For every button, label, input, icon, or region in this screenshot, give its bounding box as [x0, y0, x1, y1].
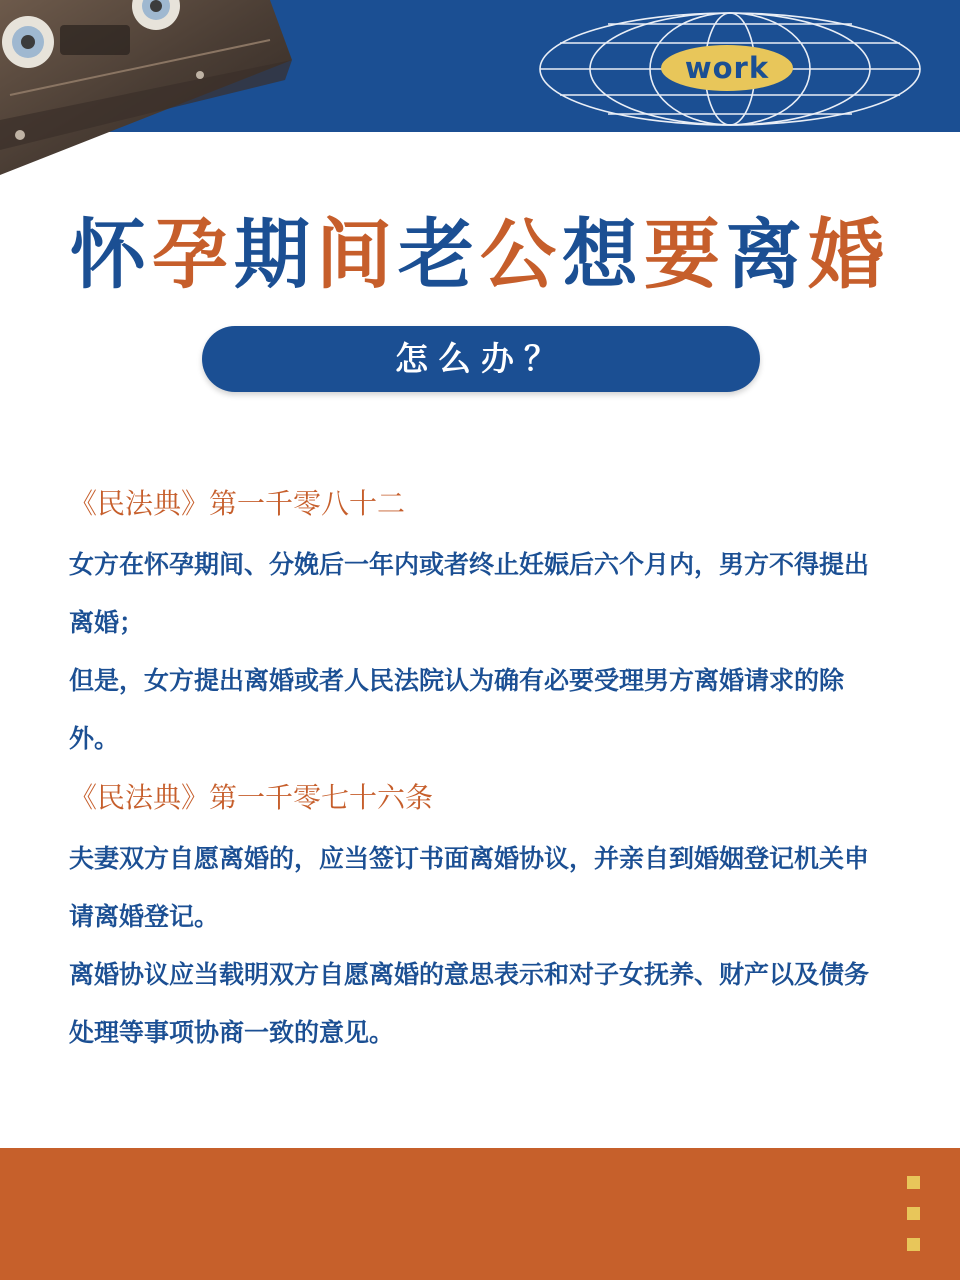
law-section: [69, 478, 889, 768]
page-title: [0, 210, 960, 300]
law-paragraph: 但是，女方提出离婚或者人民法院认为确有必要受理男方离婚请求的除外。: [69, 666, 845, 753]
law-section: [69, 772, 889, 1062]
title-char: 想: [562, 210, 644, 299]
work-badge: work: [661, 45, 793, 91]
title-char: 期: [234, 210, 316, 299]
title-char: 公: [480, 210, 562, 299]
decor-square-icon: [907, 1238, 920, 1251]
law-heading: 《民法典》第一千零八十二: [69, 487, 406, 520]
subtitle-pill: 怎么办？: [202, 326, 760, 392]
law-paragraph: 离婚协议应当载明双方自愿离婚的意思表示和对子女抚养、财产以及债务处理等事项协商一致的意见。: [69, 960, 870, 1047]
decor-square-icon: [907, 1176, 920, 1189]
decor-square-icon: [907, 1207, 920, 1220]
title-char: 间: [316, 210, 398, 299]
title-char: 孕: [152, 210, 234, 299]
title-char: 怀: [70, 210, 152, 299]
cassette-tape-icon: [0, 0, 300, 175]
title-char: 离: [726, 210, 808, 299]
law-heading: 《民法典》第一千零七十六条: [69, 781, 434, 814]
title-char: 婚: [808, 210, 890, 299]
footer-band: [0, 1148, 960, 1280]
header-band: [0, 0, 960, 132]
title-char: 要: [644, 210, 726, 299]
law-content: [69, 478, 889, 1062]
title-char: 老: [398, 210, 480, 299]
law-paragraph: 夫妻双方自愿离婚的，应当签订书面离婚协议，并亲自到婚姻登记机关申请离婚登记。: [69, 844, 870, 931]
law-paragraph: 女方在怀孕期间、分娩后一年内或者终止妊娠后六个月内，男方不得提出离婚；: [69, 550, 870, 637]
